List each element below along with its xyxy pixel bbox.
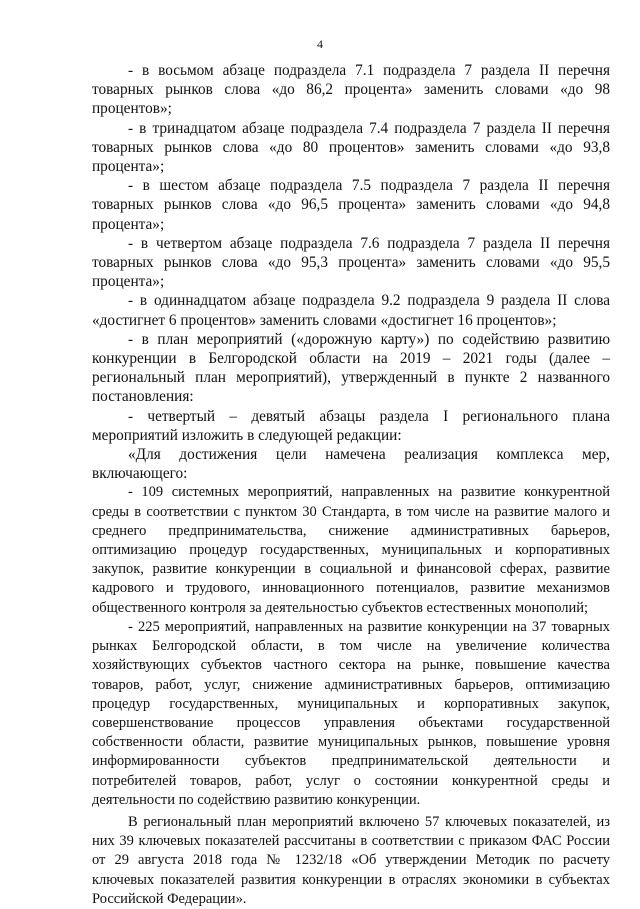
- paragraph-item-7-1: - в восьмом абзаце подраздела 7.1 подраздела 7 раздела II перечня товарных рынков слова «до 86,2 процента» заменить словами «до 98 процентов»;: [92, 62, 610, 118]
- page-number: 4: [317, 37, 323, 51]
- paragraph-section-i: - четвертый – девятый абзацы раздела I регионального плана мероприятий изложить в следующей редакции:: [92, 407, 610, 444]
- paragraph-measures-intro: «Для достижения цели намечена реализация комплекса мер, включающего:: [92, 446, 610, 483]
- paragraph-systemic-measures: - 109 системных мероприятий, направленных на развитие конкурентной среды в соответствии с пунктом 30 Стандарта, в том числе на развитие малого и среднего предпринимательства, снижение административных барьеров, оптимизацию процедур государственных, муниципальных и корпоративных закупок, развитие конкуренции в социальной и финансовой сферах, развитие кадрового и трудового, инновационного потенциалов, развитие механизмов общественного контроля за деятельностью субъектов естественных монополий;: [92, 484, 610, 616]
- paragraph-item-7-5: - в шестом абзаце подраздела 7.5 подраздела 7 раздела II перечня товарных рынков слова «до 96,5 процента» заменить словами «до 94,8 процента»;: [92, 177, 610, 233]
- document-body: [92, 61, 610, 909]
- paragraph-item-9-2: - в одиннадцатом абзаце подраздела 9.2 подраздела 9 раздела II слова «достигнет 6 процентов» заменить словами «достигнет 16 процентов»;: [92, 292, 610, 329]
- paragraph-item-7-6: - в четвертом абзаце подраздела 7.6 подраздела 7 раздела II перечня товарных рынков слова «до 95,3 процента» заменить словами «до 95,5 процента»;: [92, 234, 610, 291]
- paragraph-market-measures: - 225 мероприятий, направленных на развитие конкуренции на 37 товарных рынках Белгородской области, в том числе на увеличение количества хозяйствующих субъектов частного сектора на рынке, повышение качества товаров, работ, услуг, снижение административных барьеров, оптимизацию процедур государственных, муниципальных и корпоративных закупок, совершенствование процессов управления объектами государственной собственности области, развитие муниципальных рынков, повышение уровня информированности субъектов предпринимательской деятельности и потребителей товаров, работ, услуг о состоянии конкурентной среды и деятельности по содействию развитию конкуренции.: [92, 618, 610, 808]
- paragraph-roadmap: - в план мероприятий («дорожную карту») по содействию развитию конкуренции в Белгородской области на 2019 – 2021 годы (далее – региональный план мероприятий), утвержденный в пункте 2 названного постановления:: [92, 330, 610, 406]
- paragraph-key-indicators: В региональный план мероприятий включено 57 ключевых показателей, из них 39 ключевых показателей рассчитаны в соответствии с приказом ФАС России от 29 августа 2018 года № 1232/18 «Об утверждении Методик по расчету ключевых показателей развития конкуренции в отраслях экономики в субъектах Российской Федерации».: [92, 813, 610, 907]
- paragraph-item-7-4: - в тринадцатом абзаце подраздела 7.4 подраздела 7 раздела II перечня товарных рынков слова «до 80 процентов» заменить словами «до 93,8 процента»;: [92, 119, 610, 176]
